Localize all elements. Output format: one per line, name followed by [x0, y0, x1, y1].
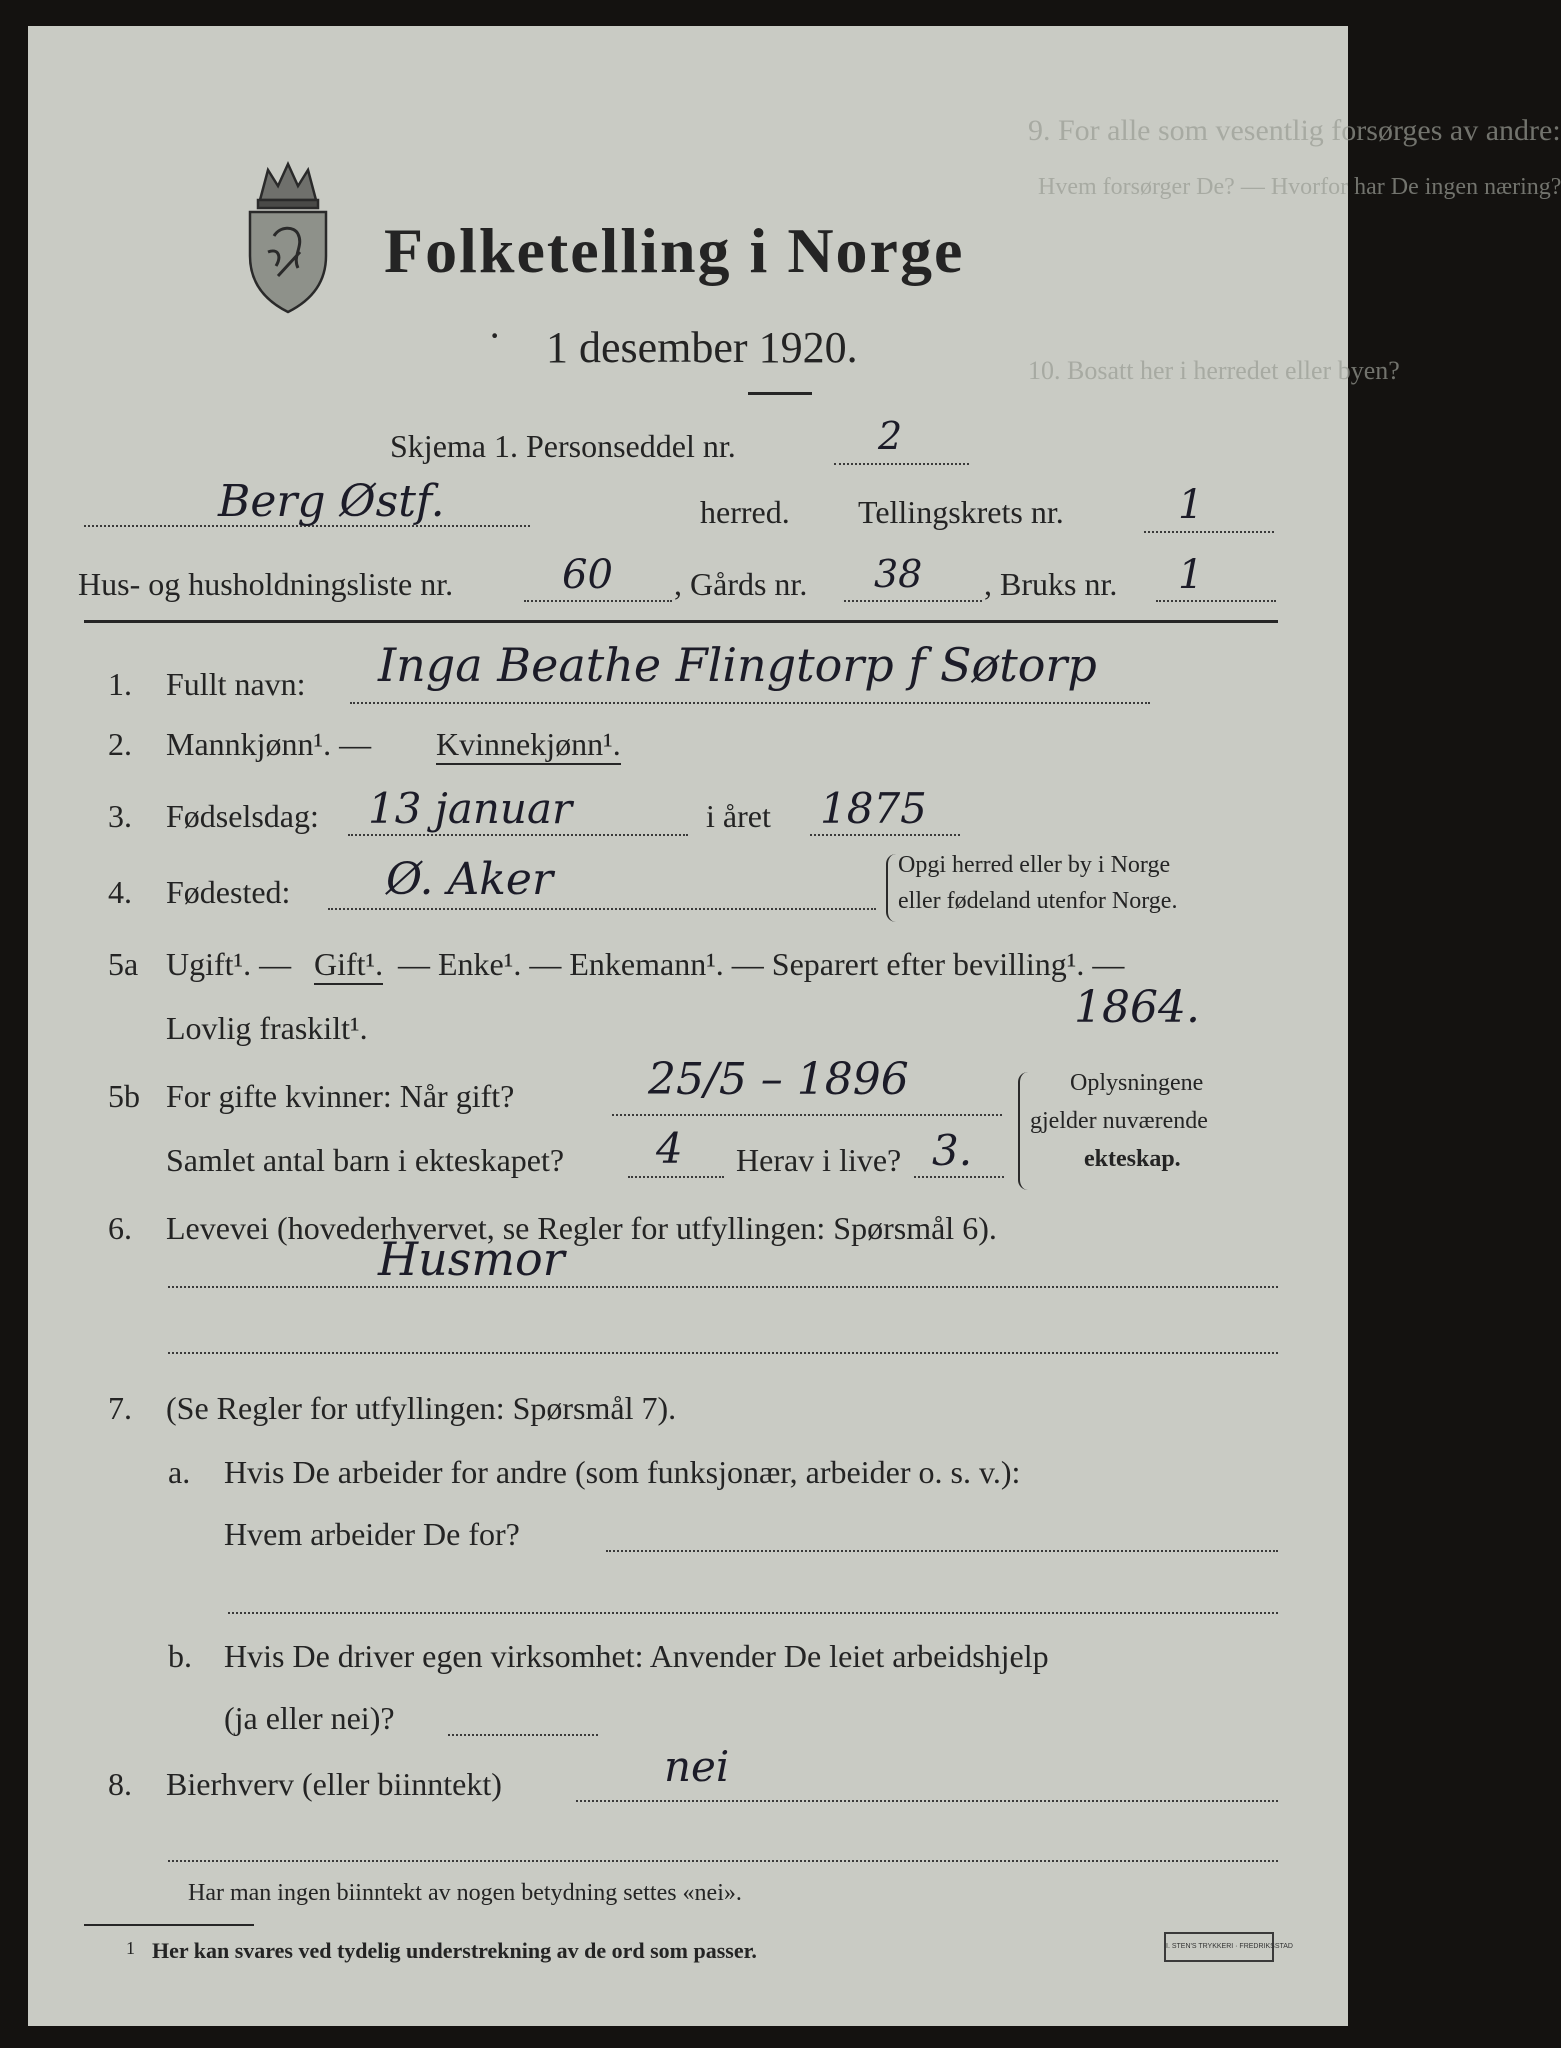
dotted-line [576, 1800, 1278, 1802]
birth-year-value: 1875 [820, 784, 927, 833]
dotted-line [328, 908, 876, 910]
household-list-number: 60 [562, 552, 613, 598]
children-count: 4 [656, 1124, 683, 1173]
dotted-line [168, 1286, 1278, 1288]
bruks-label: , Bruks nr. [984, 566, 1118, 602]
dotted-line [834, 463, 969, 465]
dotted-line [168, 1860, 1278, 1862]
birthplace-note-line1: Opgi herred eller by i Norge [898, 852, 1171, 878]
margin-note: 1864. [1074, 982, 1200, 1033]
show-through-text: 10. Bosatt her i herredet eller byen? [1028, 356, 1400, 385]
q1-label: Fullt navn: [166, 666, 306, 702]
q1-number: 1. [108, 666, 132, 702]
footnote-divider [84, 1924, 254, 1926]
dotted-line [524, 600, 672, 602]
district-name: Berg Østf. [218, 476, 445, 527]
q7a-letter: a. [168, 1454, 191, 1490]
schema-label: Skjema 1. Personseddel nr. [390, 428, 736, 464]
q3-label: Fødselsdag: [166, 798, 319, 834]
birthplace-value: Ø. Aker [386, 854, 553, 905]
divider [748, 392, 812, 395]
q7b-line2: (ja eller nei)? [224, 1700, 395, 1736]
children-label: Samlet antal barn i ekteskapet? [166, 1142, 565, 1178]
bullet: · [488, 313, 502, 358]
q3-number: 3. [108, 798, 132, 834]
dotted-line [914, 1176, 1004, 1178]
census-date: 1 desember 1920. [546, 323, 858, 372]
q5b-label: For gifte kvinner: Når gift? [166, 1078, 515, 1114]
norway-coat-of-arms-icon [238, 156, 338, 316]
dotted-line [348, 834, 688, 836]
birth-date-value: 13 januar [368, 784, 573, 833]
footnote-text: Her kan svares ved tydelig understrekning av de ord som passer. [152, 1938, 757, 1963]
side-income-note: Har man ingen biinntekt av nogen betydning settes «nei». [188, 1880, 742, 1906]
dotted-line [168, 1352, 1278, 1354]
form-title: Folketelling i Norge [384, 215, 965, 286]
q6-label: Levevei (hovederhvervet, se Regler for utfyllingen: Spørsmål 6). [166, 1210, 997, 1246]
occupation-value: Husmor [378, 1232, 565, 1286]
dotted-line [810, 834, 960, 836]
dotted-line [350, 702, 1150, 704]
dotted-line [628, 1176, 724, 1178]
marriage-note-line2: gjelder nuværende [1030, 1108, 1208, 1134]
dotted-line [1144, 531, 1274, 533]
q7b-letter: b. [168, 1638, 192, 1674]
person-number: 2 [878, 414, 903, 458]
q7-label: (Se Regler for utfyllingen: Spørsmål 7). [166, 1390, 677, 1426]
q7-number: 7. [108, 1390, 132, 1426]
alive-label: Herav i live? [736, 1142, 902, 1178]
marriage-date-value: 25/5 – 1896 [648, 1054, 909, 1105]
alive-count: 3. [932, 1126, 973, 1175]
printer-stamp: I. STEN'S TRYKKERI · FREDRIKSSTAD [1164, 1932, 1274, 1962]
bracket [886, 854, 896, 922]
census-form-page [28, 26, 1561, 2026]
marriage-note-line1: Oplysningene [1070, 1070, 1204, 1096]
bracket [1018, 1072, 1030, 1190]
dotted-line [606, 1550, 1278, 1552]
tellingskrets-label: Tellingskrets nr. [858, 494, 1064, 530]
dotted-line [448, 1734, 598, 1736]
dotted-line [228, 1612, 1278, 1614]
section-divider [84, 620, 1278, 623]
unmarried-option: Ugift¹. — [166, 946, 292, 982]
side-income-value: nei [664, 1742, 730, 1791]
q2-number: 2. [108, 726, 132, 762]
gards-label: , Gårds nr. [674, 566, 808, 602]
show-through-text: Hvem forsørger De? — Hvorfor har De ingen næring? [1038, 174, 1561, 200]
male-option: Mannkjønn¹. — [166, 726, 372, 762]
q7a-line1: Hvis De arbeider for andre (som funksjonær, arbeider o. s. v.): [224, 1454, 1021, 1490]
female-option-underlined: Kvinnekjønn¹. [436, 726, 621, 765]
q4-label: Fødested: [166, 874, 291, 910]
married-option-underlined: Gift¹. [314, 946, 383, 985]
herred-label: herred. [700, 494, 790, 530]
divorced-option: Lovlig fraskilt¹. [166, 1010, 368, 1046]
gards-number: 38 [874, 552, 923, 596]
show-through-text: 9. For alle som vesentlig forsørges av andre: [1028, 114, 1561, 147]
marital-options-rest: — Enke¹. — Enkemann¹. — Separert efter bevilling¹. — [398, 946, 1125, 982]
q5a-number: 5a [108, 946, 139, 982]
dotted-line [844, 600, 982, 602]
dotted-line [1156, 600, 1276, 602]
birthplace-note-line2: eller fødeland utenfor Norge. [898, 888, 1178, 914]
q5b-number: 5b [108, 1078, 140, 1114]
bruks-number: 1 [1178, 552, 1204, 598]
q6-number: 6. [108, 1210, 132, 1246]
birth-year-label: i året [706, 798, 771, 834]
full-name-value: Inga Beathe Flingtorp f Søtorp [378, 638, 1097, 692]
dotted-line [612, 1114, 1002, 1116]
q7b-line1: Hvis De driver egen virksomhet: Anvender De leiet arbeidshjelp [224, 1638, 1049, 1674]
footnote-marker: 1 [126, 1938, 135, 1958]
q8-number: 8. [108, 1766, 132, 1802]
q4-number: 4. [108, 874, 132, 910]
tellingskrets-number: 1 [1178, 482, 1204, 528]
marriage-note-line3: ekteskap. [1084, 1146, 1181, 1172]
household-list-label: Hus- og husholdningsliste nr. [78, 566, 454, 602]
q8-label: Bierhverv (eller biinntekt) [166, 1766, 502, 1802]
q7a-line2: Hvem arbeider De for? [224, 1516, 520, 1552]
